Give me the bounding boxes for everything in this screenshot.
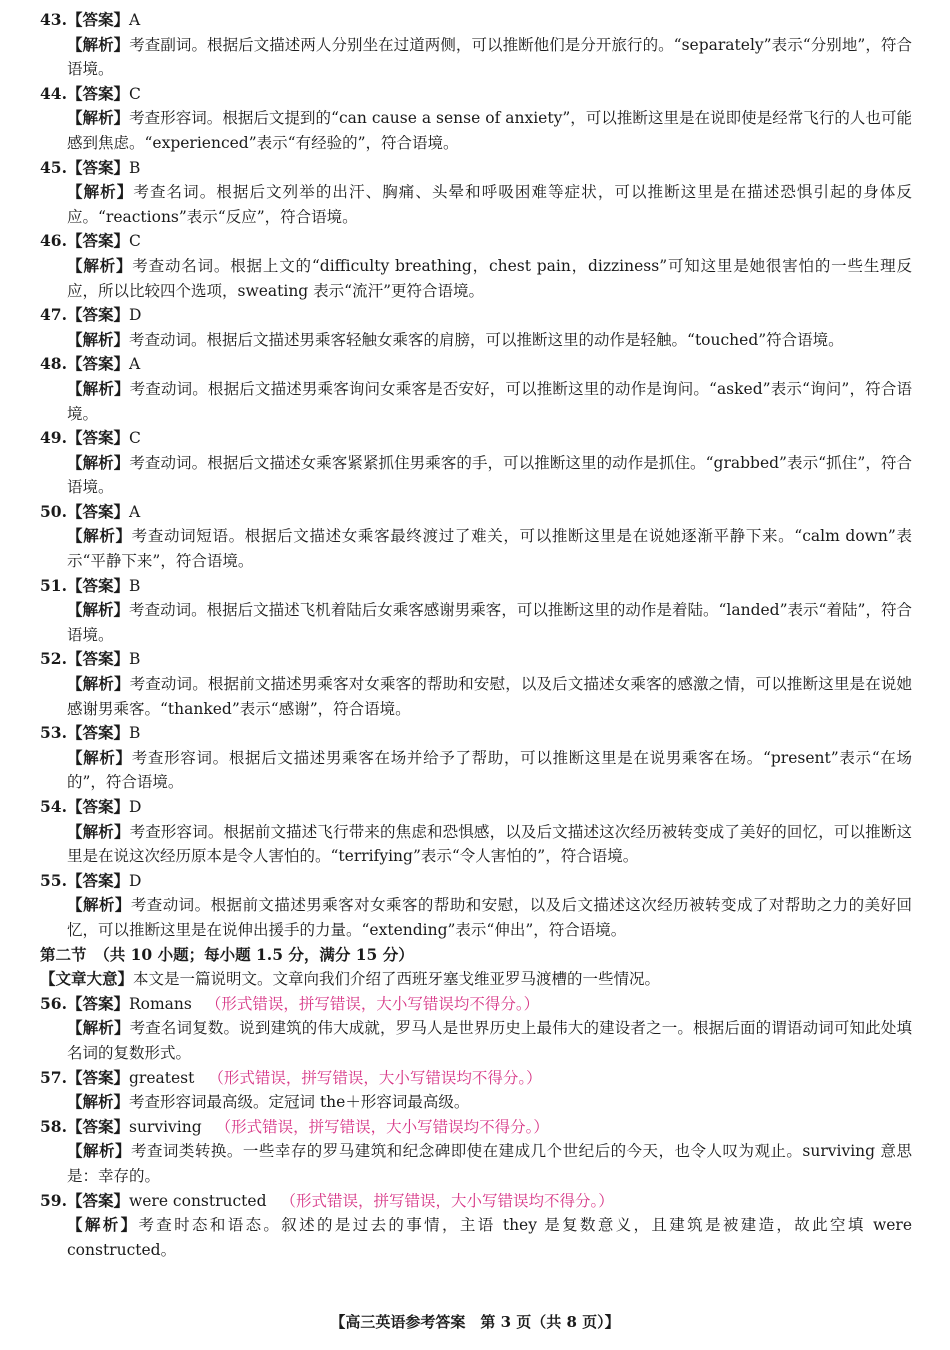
explanation-text: 考查副词。根据后文描述两人分别坐在过道两侧，可以推断他们是分开旅行的。“separately”表示“分别地”，符合语境。 [67,35,912,79]
explanation-label: 【解析】 [67,747,132,767]
answer-value: C [128,429,141,448]
explanation-text: 考查动词。根据后文描述男乘客轻触女乘客的肩膀，可以推断这里的动作是轻触。“touched”符合语境。 [129,330,844,349]
answer-item [40,1189,912,1263]
explanation-label: 【解析】 [67,526,132,546]
answer-label: 【答案】 [66,575,129,595]
grading-note: （形式错误，拼写错误，大小写错误均不得分。） [205,994,540,1013]
answer-item [40,647,912,721]
question-number: 55. [40,870,67,890]
answer-label: 【答案】 [66,501,129,521]
summary-text: 本文是一篇说明文。文章向我们介绍了西班牙塞戈维亚罗马渡槽的一些情况。 [133,970,661,989]
answer-label: 【答案】 [66,354,129,374]
explanation-text: 考查动名词。根据上文的“difficulty breathing，chest pain，dizziness”可知这里是她很害怕的一些生理反应，所以比较四个选项，sweating 表示“流汗”更符合语境。 [67,256,912,300]
explanation [40,377,912,426]
answer-line [40,352,912,377]
explanation-label: 【解析】 [67,1215,139,1235]
answer-line [40,229,912,254]
explanation-label: 【解析】 [67,329,130,349]
answer-line [40,303,912,328]
answer-label: 【答案】 [66,83,129,103]
explanation-label: 【解析】 [67,674,130,694]
question-number: 47. [40,305,67,325]
answer-value: A [128,11,141,29]
question-number: 59. [40,1190,67,1210]
explanation-text: 考查动词。根据前文描述男乘客对女乘客的帮助和安慰，以及后文描述这次经历被转变成了对帮助之力的美好回忆，可以推断这里是在说伸出援手的力量。“extending”表示“伸出”，符合语境。 [67,896,912,939]
explanation-text: 考查动词。根据后文描述男乘客询问女乘客是否安好，可以推断这里的动作是询问。“asked”表示“询问”，符合语境。 [67,379,912,423]
explanation-text: 考查动词短语。根据后文描述女乘客最终渡过了难关，可以推断这里是在说她逐渐平静下来。“calm down”表示“平静下来”，符合语境。 [67,527,912,571]
explanation [40,254,912,303]
answer-item [40,1115,912,1189]
explanation [40,1016,912,1065]
answer-item [40,156,912,230]
explanation [40,1139,912,1188]
explanation-text: 考查动词。根据后文描述飞机着陆后女乘客感谢男乘客，可以推断这里的动作是着陆。“landed”表示“着陆”，符合语境。 [67,601,912,644]
explanation-label: 【解析】 [67,108,130,128]
question-number: 48. [40,354,67,374]
explanation [40,524,912,573]
explanation [40,672,912,721]
grading-note: （形式错误，拼写错误，大小写错误均不得分。） [280,1191,614,1210]
explanation-label: 【解析】 [67,378,130,398]
answer-value: C [128,232,141,251]
answer-item [40,795,912,869]
answer-item [40,303,912,352]
question-number: 49. [40,428,67,448]
answer-label: 【答案】 [66,870,129,890]
answer-item [40,869,912,943]
answer-value: D [128,798,142,816]
explanation-text: 考查形容词。根据后文提到的“can cause a sense of anxiety”，可以推断这里是在说即使是经常飞行的人也可能感到焦虑。“experienced”表示“有经验的”，符合语境。 [67,109,912,152]
answer-value: greatest [128,1068,195,1087]
answer-label: 【答案】 [66,723,129,743]
question-number: 58. [40,1116,67,1136]
explanation-label: 【解析】 [67,600,130,620]
explanation-label: 【解析】 [67,182,134,202]
answer-label: 【答案】 [66,428,129,448]
explanation-text: 考查动词。根据后文描述女乘客紧紧抓住男乘客的手，可以推断这里的动作是抓住。“grabbed”表示“抓住”，符合语境。 [67,453,912,497]
answer-value: B [128,650,141,669]
answer-value: A [128,355,141,374]
answer-label: 【答案】 [66,1190,129,1210]
question-number: 50. [40,501,67,521]
answer-line [40,8,912,33]
explanation [40,180,912,229]
page-footer: 【高三英语参考答案 第 3 页（共 8 页）】 [330,1313,620,1331]
passage-summary [40,967,912,992]
explanation-text: 考查名词复数。说到建筑的伟大成就，罗马人是世界历史上最伟大的建设者之一。根据后面的谓语动词可知此处填名词的复数形式。 [67,1019,912,1062]
explanation-label: 【解析】 [67,255,133,275]
explanation [40,1090,912,1115]
answer-line [40,869,912,894]
answer-line [40,795,912,820]
question-number: 43. [40,10,67,29]
answer-item [40,229,912,303]
question-number: 44. [40,83,67,103]
question-number: 53. [40,723,67,743]
answer-line [40,574,912,599]
answer-value: Romans [128,994,192,1013]
explanation-label: 【解析】 [67,452,130,472]
answer-line [40,82,912,107]
answer-value: D [128,306,142,325]
explanation-text: 考查动词。根据前文描述男乘客对女乘客的帮助和安慰，以及后文描述女乘客的感激之情，可以推断这里是在说她感谢男乘客。“thanked”表示“感谢”，符合语境。 [67,675,912,718]
answer-value: B [128,576,141,595]
answer-line [40,647,912,672]
explanation [40,893,912,942]
answer-item [40,8,912,82]
answer-value: surviving [128,1117,202,1136]
question-number: 51. [40,575,67,595]
answer-value: B [128,724,141,743]
answer-item [40,992,912,1066]
answer-label: 【答案】 [66,649,129,669]
explanation [40,598,912,647]
answer-line [40,1115,912,1140]
explanation-text: 考查名词。根据后文列举的出汗、胸痛、头晕和呼吸困难等症状，可以推断这里是在描述恐惧引起的身体反应。“reactions”表示“反应”，符合语境。 [67,183,912,226]
answer-value: were constructed [128,1191,267,1210]
explanation [40,328,912,353]
grading-note: （形式错误，拼写错误，大小写错误均不得分。） [215,1117,549,1136]
answer-line [40,992,912,1017]
answer-value: D [128,871,142,890]
summary-label: 【文章大意】 [40,969,134,989]
answer-value: B [128,158,141,177]
question-number: 45. [40,157,67,177]
answer-item [40,426,912,500]
answer-label: 【答案】 [66,231,129,251]
answer-item [40,574,912,648]
explanation-text: 考查时态和语态。叙述的是过去的事情，主语 they 是复数意义，且建筑是被建造，故此空填 were constructed。 [67,1216,912,1259]
answer-line [40,156,912,181]
answer-line [40,426,912,451]
answer-line [40,721,912,746]
answer-line [40,1189,912,1214]
explanation-text: 考查形容词。根据前文描述飞行带来的焦虑和恐惧感，以及后文描述这次经历被转变成了美好的回忆，可以推断这里是在说这次经历原本是令人害怕的。“terrifying”表示“令人害怕的”，符合语境。 [67,822,912,866]
answer-label: 【答案】 [66,157,129,177]
question-number: 52. [40,649,67,669]
explanation-label: 【解析】 [67,34,130,54]
answer-item [40,500,912,574]
answer-label: 【答案】 [66,797,129,816]
answer-label: 【答案】 [66,1116,129,1136]
explanation-label: 【解析】 [67,1018,130,1038]
answer-item [40,82,912,156]
explanation [40,820,912,869]
question-number: 57. [40,1067,67,1087]
answer-content [40,8,912,1262]
explanation-label: 【解析】 [67,1141,131,1161]
answer-line [40,1066,912,1091]
explanation-label: 【解析】 [67,821,130,841]
answer-value: A [128,502,141,521]
section-heading: 第二节 （共 10 小题；每小题 1.5 分，满分 15 分） [40,944,414,964]
explanation [40,106,912,155]
answer-label: 【答案】 [66,10,129,29]
explanation-label: 【解析】 [67,1092,130,1112]
explanation-text: 考查形容词。根据后文描述男乘客在场并给予了帮助，可以推断这里是在说男乘客在场。“present”表示“在场的”，符合语境。 [67,748,912,792]
explanation-text: 考查词类转换。一些幸存的罗马建筑和纪念碑即使在建成几个世纪后的今天，也令人叹为观止。surviving 意思是：幸存的。 [67,1142,912,1185]
explanation-label: 【解析】 [67,895,131,915]
explanation [40,33,912,82]
answer-item [40,721,912,795]
question-number: 56. [40,993,67,1013]
answer-item [40,1066,912,1115]
answer-label: 【答案】 [66,1067,129,1087]
answer-value: C [128,84,141,103]
answer-line [40,500,912,525]
answer-item [40,352,912,426]
explanation [40,746,912,795]
explanation [40,451,912,500]
answer-label: 【答案】 [66,305,129,325]
explanation-text: 考查形容词最高级。定冠词 the＋形容词最高级。 [129,1093,470,1112]
question-number: 54. [40,797,67,816]
explanation [40,1213,912,1262]
answer-label: 【答案】 [66,993,129,1013]
grading-note: （形式错误，拼写错误，大小写错误均不得分。） [208,1068,542,1087]
question-number: 46. [40,231,67,251]
